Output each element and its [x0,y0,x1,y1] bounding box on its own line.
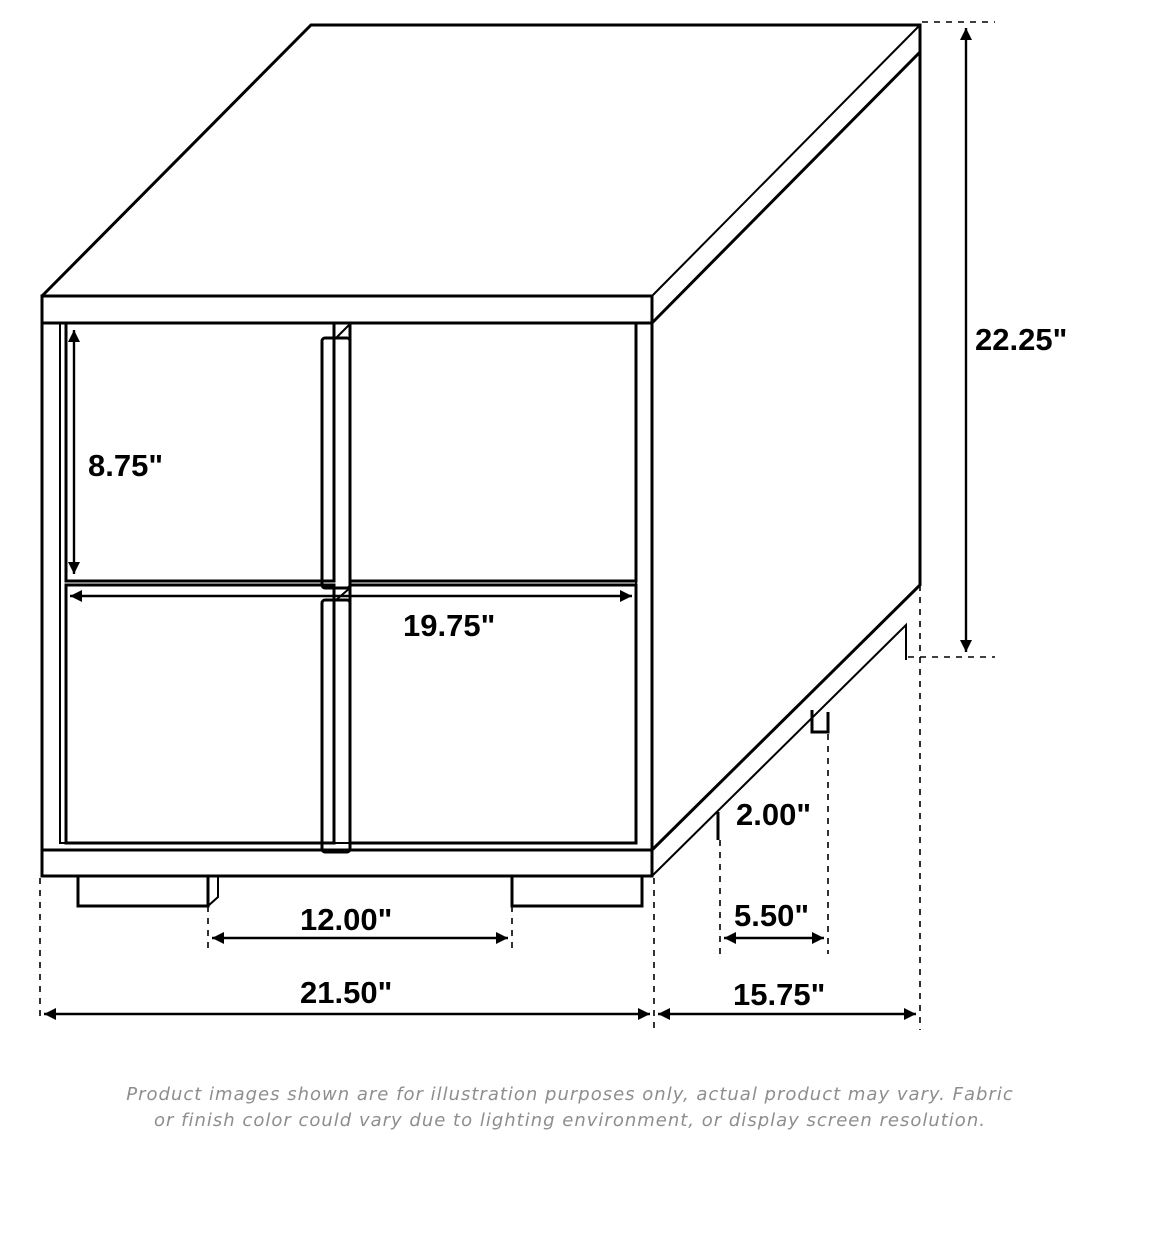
extension-lines [40,22,995,1030]
bottom-handle [322,600,350,852]
height-label: 22.25" [975,322,1068,357]
base-plinth [42,850,652,876]
leg-spacing-label: 12.00" [300,902,393,937]
disclaimer-line-2: or finish color could vary due to lighting environment, or display screen resolution. [154,1110,986,1131]
drawer-handles [322,324,350,852]
disclaimer-line-1: Product images shown are for illustration purposes only, actual product may vary. Fabric [126,1084,1014,1105]
width-label: 21.50" [300,975,393,1010]
bottom-left-drawer [66,585,334,843]
depth-label: 15.75" [733,977,826,1012]
top-right-drawer [350,323,636,581]
cabinet-body [42,52,920,876]
drawer-height-label: 8.75" [88,448,164,483]
disclaimer-text [60,1082,1080,1134]
leg-height-label: 2.00" [736,797,812,832]
top-handle [322,338,350,588]
drawer-width-label: 19.75" [403,608,496,643]
front-left-leg [78,876,208,906]
leg-depth-label: 5.50" [734,898,810,933]
front-right-leg [512,876,642,906]
top-slab [42,25,920,323]
